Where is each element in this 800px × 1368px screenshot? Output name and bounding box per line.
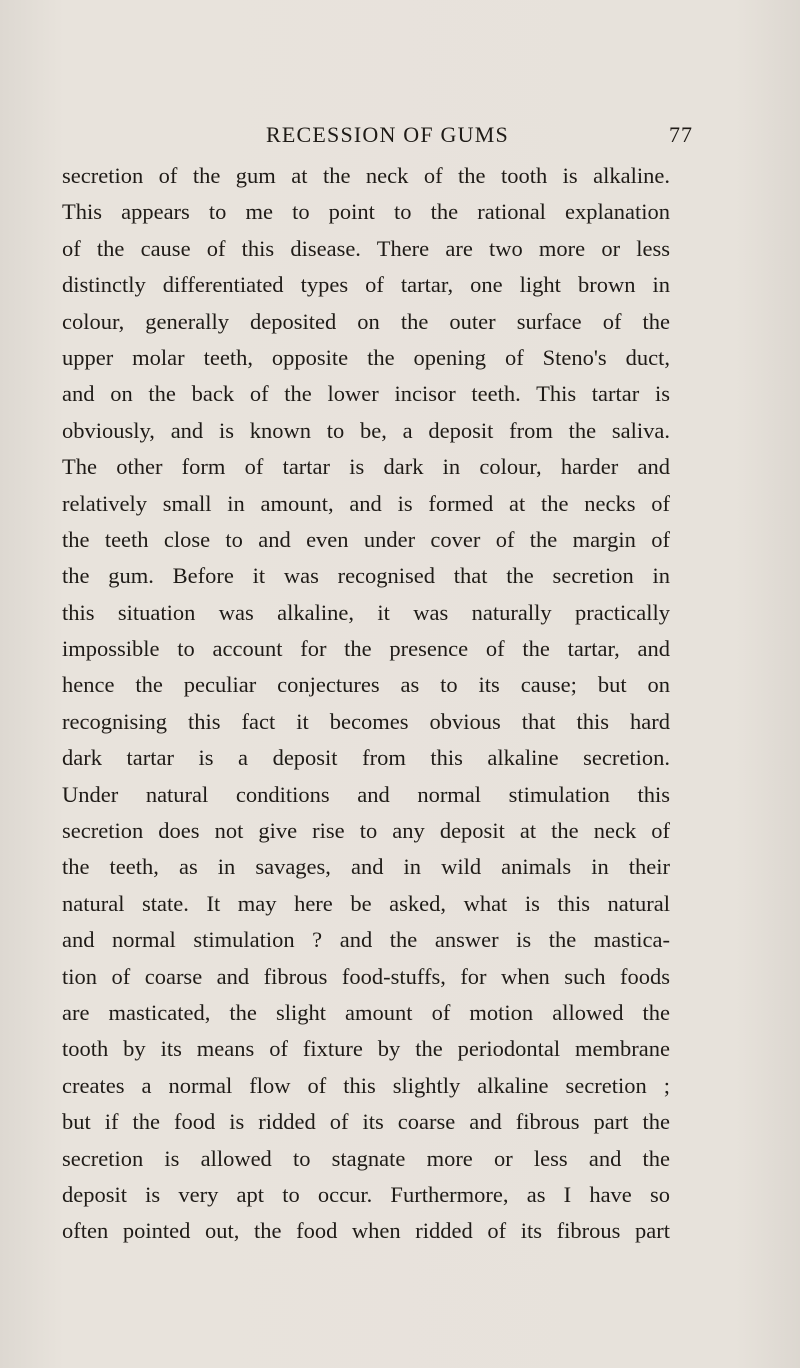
- text-line: This appears to me to point to the rational explanation: [62, 199, 670, 225]
- text-line: distinctly differentiated types of tartar, one light brown in: [62, 272, 670, 298]
- text-line: upper molar teeth, opposite the opening of Steno's duct,: [62, 344, 670, 370]
- text-line: and normal stimulation ? and the answer is the mastica-: [62, 927, 670, 953]
- text-line: the teeth, as in savages, and in wild animals in their: [62, 854, 670, 880]
- text-line: The other form of tartar is dark in colour, harder and: [62, 454, 670, 480]
- text-line: Under natural conditions and normal stimulation this: [62, 781, 670, 807]
- text-line: natural state. It may here be asked, what is this natural: [62, 890, 670, 916]
- text-line: but if the food is ridded of its coarse and fibrous part the: [62, 1109, 670, 1135]
- running-title: RECESSION OF GUMS: [266, 122, 509, 147]
- text-line: this situation was alkaline, it was naturally practically: [62, 599, 670, 625]
- page-number: 77: [669, 122, 693, 147]
- text-line: recognising this fact it becomes obvious that this hard: [62, 708, 670, 734]
- text-line: impossible to account for the presence of the tartar, and: [62, 636, 670, 662]
- text-line: hence the peculiar conjectures as to its cause; but on: [62, 672, 670, 698]
- text-line: often pointed out, the food when ridded of its fibrous part: [62, 1218, 670, 1244]
- text-line: and on the back of the lower incisor teeth. This tartar is: [62, 381, 670, 407]
- text-line: relatively small in amount, and is formed at the necks of: [62, 490, 670, 516]
- text-line: secretion does not give rise to any deposit at the neck of: [62, 818, 670, 844]
- text-line: tion of coarse and fibrous food-stuffs, for when such foods: [62, 963, 670, 989]
- text-line: deposit is very apt to occur. Furthermore, as I have so: [62, 1181, 670, 1207]
- text-line: secretion of the gum at the neck of the tooth is alkaline.: [62, 163, 670, 188]
- body-text: [62, 158, 670, 1250]
- text-line: obviously, and is known to be, a deposit from the saliva.: [62, 417, 670, 443]
- text-line: tooth by its means of fixture by the periodontal membrane: [62, 1036, 670, 1062]
- text-line: the teeth close to and even under cover of the margin of: [62, 526, 670, 552]
- running-head: [0, 120, 800, 150]
- text-line: of the cause of this disease. There are two more or less: [62, 235, 670, 261]
- text-line: secretion is allowed to stagnate more or less and the: [62, 1145, 670, 1171]
- text-line: creates a normal flow of this slightly alkaline secretion ;: [62, 1072, 670, 1098]
- text-line: the gum. Before it was recognised that the secretion in: [62, 563, 670, 589]
- text-line: dark tartar is a deposit from this alkaline secretion.: [62, 745, 670, 771]
- text-line: colour, generally deposited on the outer surface of the: [62, 308, 670, 334]
- text-line: are masticated, the slight amount of motion allowed the: [62, 999, 670, 1025]
